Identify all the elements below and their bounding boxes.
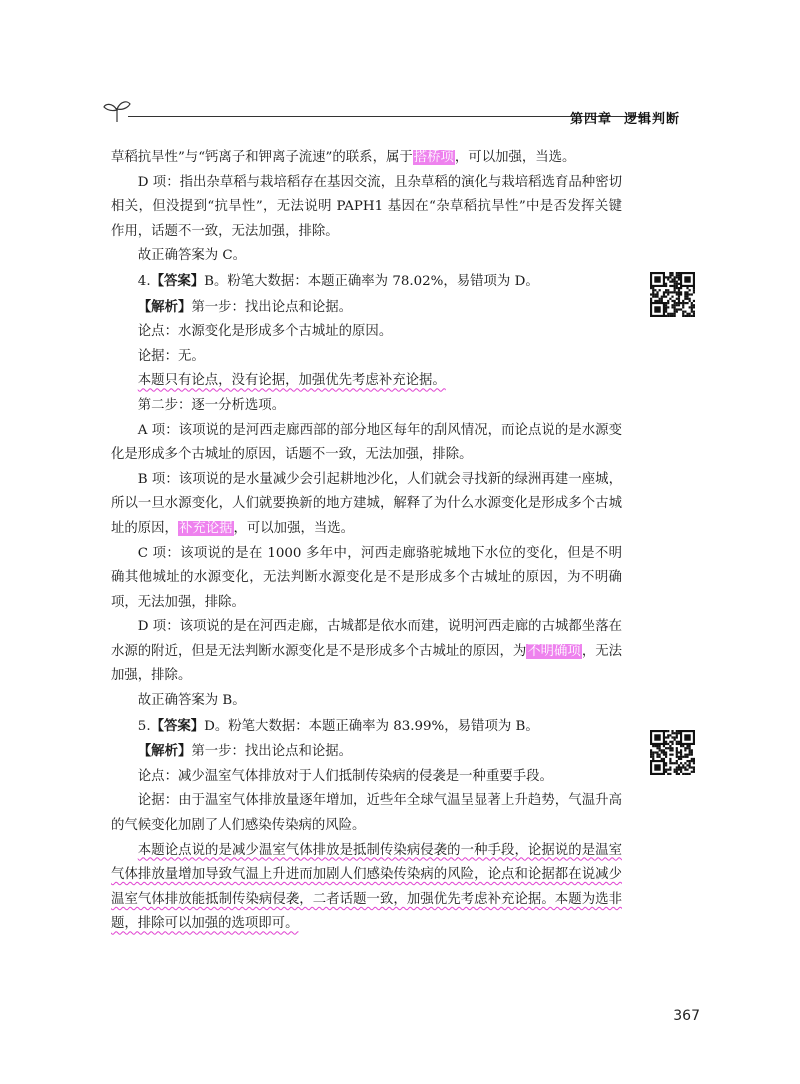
bracket-label: 【解析】 [137,743,192,760]
qr-code-icon[interactable] [650,730,695,775]
text-run: C 项：该项说的是在 1000 多年中，河西走廊骆驼城地下水位的变化，但是不明确其他城址的水源变化，无法判断水源变化是不是形成多个古城址的原因，为不明确项，无法加强，排除。 [111,545,622,610]
paragraph [111,468,622,542]
paragraph [111,839,622,937]
sprout-icon [102,98,132,124]
text-run: 第一步：找出论点和论据。 [191,744,353,760]
text-run: ，无法加强，排除。 [111,643,623,684]
paragraph [111,689,622,714]
text-run: 故正确答案为 B。 [137,693,246,709]
paragraph [111,369,622,394]
paragraph [111,295,622,321]
highlighted-term: 补充论据 [178,520,233,536]
paragraph [111,269,622,295]
text-run: 论点：减少温室气体排放对于人们抵制传染病的侵袭是一种重要手段。 [137,768,553,784]
paragraph [111,714,622,740]
paragraph [111,615,622,689]
text-run: 5. [137,718,151,734]
paragraph [111,345,622,370]
chapter-title: 逻辑判断 [624,112,681,127]
text-run: D 项：指出杂草稻与栽培稻存在基因交流，且杂草稻的演化与栽培稻选育品种密切相关，但没提到“抗旱性”，无法说明 PAPH1 基因在“杂草稻抗旱性”中是否发挥关键作用，话题不一致，无法加强，排除。 [111,174,622,239]
text-run: 4. [137,273,151,289]
paragraph [111,789,622,838]
text-run: B 项：该项说的是水量减少会引起耕地沙化，人们就会寻找新的绿洲再建一座城，所以一旦水源变化，人们就要换新的地方建城，解释了为什么水源变化是形成多个古城址的原因， [111,471,622,536]
bracket-label: 【答案】 [150,272,205,289]
text-run: 第二步：逐一分析选项。 [137,397,286,413]
paragraph [111,394,622,419]
text-run: 故正确答案为 C。 [137,248,247,264]
text-run: 草稻抗旱性”与“钙离子和钾离子流速”的联系，属于 [111,150,413,165]
paragraph [111,765,622,790]
text-run: 论据：无。 [137,348,205,364]
paragraph [111,542,622,616]
paragraph [111,739,622,765]
text-run: 论点：水源变化是形成多个古城址的原因。 [137,324,393,340]
text-run: ，可以加强，当选。 [233,520,355,536]
text-run: D。粉笔大数据：本题正确率为 83.99%，易错项为 B。 [204,718,539,734]
highlighted-term: 搭桥项 [413,150,454,165]
paragraph [111,320,622,345]
page-number: 367 [673,1008,700,1024]
paragraph [111,244,622,269]
paragraph [111,419,622,468]
chapter-header [570,108,770,127]
bracket-label: 【答案】 [150,717,205,734]
underlined-note: 本题只有论点，没有论据，加强优先考虑补充论据。 [137,373,446,389]
chapter-number: 第四章 [570,112,613,127]
text-run: D 项：该项说的是在河西走廊，古城都是依水而建，说明河西走廊的古城都坐落在水源的附近，但是无法判断水源变化是不是形成多个古城址的原因，为 [111,619,622,659]
paragraph [111,146,622,171]
text-run: ，可以加强，当选。 [454,150,576,165]
text-run: 论据：由于温室气体排放量逐年增加，近些年全球气温呈显著上升趋势，气温升高的气候变化加剧了人们感染传染病的风险。 [111,793,622,834]
underlined-note: 本题论点说的是减少温室气体排放是抵制传染病侵袭的一种手段，论据说的是温室气体排放量增加导致气温上升进而加剧人们感染传染病的风险，论点和论据都在说减少温室气体排放能抵制传染病侵袭，二者话题一致，加强优先考虑补充论据。本题为选非题，排除可以加强的选项即可。 [111,842,622,932]
text-run: A 项：该项说的是河西走廊西部的部分地区每年的刮风情况，而论点说的是水源变化是形成多个古城址的原因，话题不一致，无法加强，排除。 [111,422,622,463]
bracket-label: 【解析】 [137,298,192,315]
answer-explanation-body [111,146,622,937]
text-run: 第一步：找出论点和论据。 [191,299,353,315]
paragraph [111,171,622,245]
highlighted-term: 不明确项 [527,643,581,659]
text-run: B。粉笔大数据：本题正确率为 78.02%，易错项为 D。 [204,273,539,289]
qr-code-icon[interactable] [650,272,695,317]
